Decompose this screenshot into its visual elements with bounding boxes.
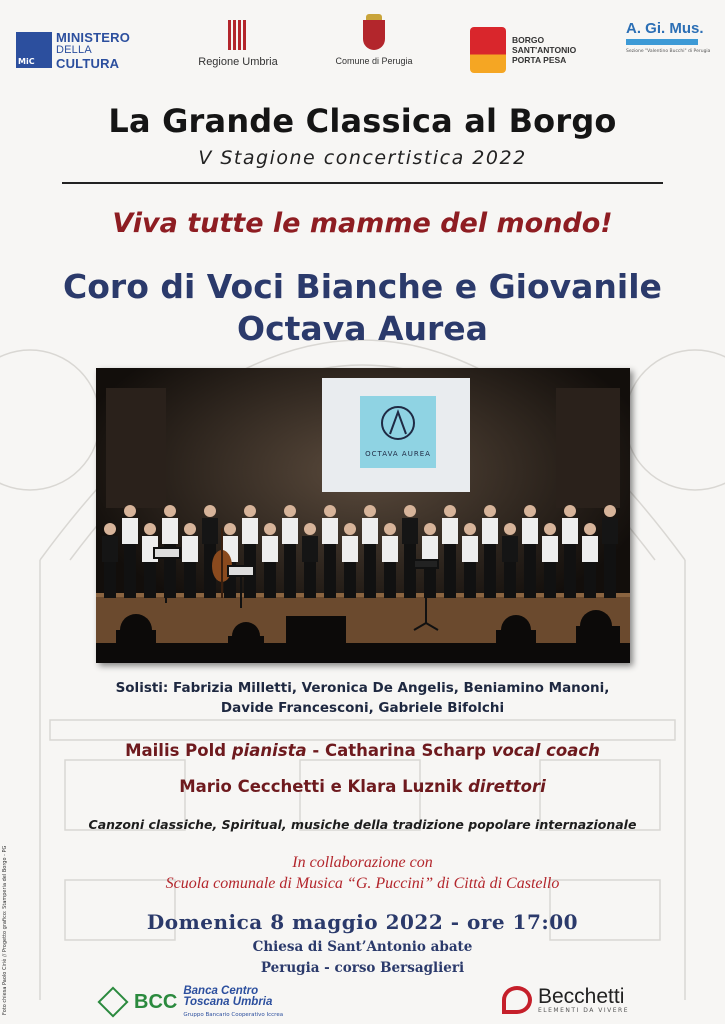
choir-singer-figure	[362, 505, 378, 598]
directors-names: Mario Cecchetti e Klara Luznik	[179, 777, 463, 796]
bcc-name-line2: Toscana Umbria	[183, 996, 273, 1008]
borgo-sant-antonio-logo	[470, 20, 576, 80]
screen-label: OCTAVA AUREA	[365, 450, 431, 458]
choir-singer-figure	[242, 505, 258, 598]
choir-photo	[96, 368, 630, 663]
venue-line2: Perugia - corso Bersaglieri	[260, 960, 465, 976]
becchetti-name: Becchetti	[538, 984, 625, 1008]
repertoire-description: Canzoni classiche, Spiritual, musiche della tradizione popolare internazionale	[88, 817, 637, 832]
choir-name	[0, 266, 725, 350]
choir-singer-figure	[442, 505, 458, 598]
umbria-emblem-icon	[228, 20, 248, 50]
choir-singer-figure	[482, 505, 498, 598]
borgo-emblem-icon	[470, 27, 506, 73]
choir-singer-figure	[122, 505, 138, 598]
concert-tagline: Viva tutte le mamme del mondo!	[112, 208, 613, 239]
pianist-role: pianista	[231, 741, 307, 760]
collab-line1: In collaborazione con	[292, 854, 433, 871]
agimus-sub: Sezione "Valentino Bucchi" di Perugia	[626, 49, 711, 54]
choir-singer-figure	[202, 505, 218, 598]
directors-role: direttori	[468, 777, 546, 796]
choir-singer-figure	[522, 505, 538, 598]
mic-line1: MINISTERO	[56, 29, 131, 45]
bcc-mark-text: BCC	[134, 990, 178, 1013]
collab-line2: Scuola comunale di Musica “G. Puccini” di Città di Castello	[165, 875, 560, 892]
perugia-label: Comune di Perugia	[335, 56, 413, 66]
choir-photo-illustration	[96, 368, 630, 663]
becchetti-logo	[502, 986, 629, 1014]
side-photo-credit: Foto chiesa Paolo Ciriè // Progetto grafico: Stamperia del Borgo - PG	[2, 845, 8, 1015]
event-venue	[0, 937, 725, 979]
choir-singer-figure	[602, 505, 618, 598]
choir-singer-figure	[562, 505, 578, 598]
choir-name-line1: Coro di Voci Bianche e Giovanile	[63, 267, 662, 306]
page-title: La Grande Classica al Borgo	[108, 102, 617, 140]
regione-umbria-logo	[188, 20, 288, 80]
soloists-list	[0, 678, 725, 718]
venue-line1: Chiesa di Sant’Antonio abate	[252, 939, 473, 955]
choir-singer-figure	[282, 505, 298, 598]
bcc-bank-logo	[102, 986, 283, 1018]
choir-singer-figure	[402, 505, 418, 598]
directors-credit	[0, 777, 725, 796]
pianist-name: Mailis Pold	[125, 741, 227, 760]
mic-line2: DELLA	[56, 43, 92, 56]
becchetti-mark-icon	[502, 986, 532, 1014]
event-date-time: Domenica 8 maggio 2022 - ore 17:00	[146, 910, 579, 934]
title-divider	[62, 182, 663, 184]
comune-perugia-logo	[332, 20, 416, 80]
ministero-cultura-logo	[16, 20, 130, 80]
becchetti-sub: ELEMENTI DA VIVERE	[538, 1006, 629, 1014]
choir-singer-figure	[322, 505, 338, 598]
coach-role: vocal coach	[491, 741, 600, 760]
bcc-name-line1: Banca Centro	[183, 985, 259, 997]
season-subtitle: V Stagione concertistica 2022	[198, 147, 527, 169]
mic-badge-icon: MiC	[16, 32, 52, 68]
borgo-line2: SANT'ANTONIO	[512, 45, 577, 55]
borgo-line1: BORGO	[512, 35, 545, 45]
choir-name-line2: Octava Aurea	[237, 309, 488, 348]
agimus-logo	[626, 20, 712, 80]
pianist-coach-credit	[0, 741, 725, 760]
umbria-label: Regione Umbria	[198, 56, 278, 68]
soloists-line2: Davide Francesconi, Gabriele Bifolchi	[220, 700, 505, 716]
credit-separator: -	[312, 741, 320, 760]
coach-name: Catharina Scharp	[325, 741, 486, 760]
agimus-bar-icon	[626, 39, 698, 45]
perugia-shield-icon	[363, 20, 385, 50]
bcc-diamond-icon	[97, 986, 128, 1017]
agimus-label: A. Gi. Mus.	[626, 20, 704, 37]
bcc-sub: Gruppo Bancario Cooperativo Iccrea	[183, 1012, 284, 1018]
soloists-line1: Solisti: Fabrizia Milletti, Veronica De Angelis, Beniamino Manoni,	[115, 680, 610, 696]
mic-line3: CULTURA	[56, 55, 120, 71]
collaboration-note	[0, 852, 725, 894]
borgo-line3: PORTA PESA	[512, 55, 567, 65]
sponsor-logo-row	[0, 20, 725, 82]
